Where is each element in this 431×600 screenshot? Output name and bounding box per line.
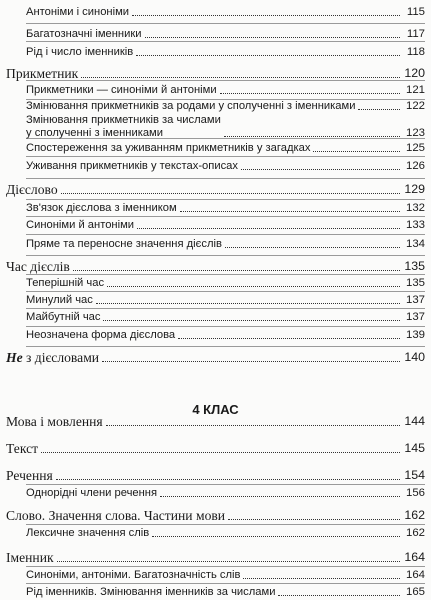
toc-subentry xyxy=(26,84,425,97)
toc-subentry xyxy=(26,527,425,540)
section-heading-grade-4: 4 КЛАС xyxy=(192,402,239,417)
toc-subentry xyxy=(26,586,425,599)
entry-title: Іменник xyxy=(6,550,54,565)
toc-subentry xyxy=(26,329,425,342)
toc-chapter-entry xyxy=(6,414,425,429)
row-divider xyxy=(26,484,425,485)
entry-title: Багатозначні іменники xyxy=(26,28,142,40)
toc-subentry xyxy=(26,311,425,324)
entry-title: Теперішній час xyxy=(26,277,105,289)
page-number: 165 xyxy=(405,586,425,598)
entry-title: Час дієслів xyxy=(6,259,70,274)
dot-leader xyxy=(228,519,400,520)
row-divider xyxy=(26,216,425,217)
dot-leader xyxy=(132,15,400,16)
page-number: 129 xyxy=(404,182,425,196)
row-divider xyxy=(26,346,425,347)
page-number: 162 xyxy=(405,527,425,539)
page-number: 135 xyxy=(404,259,425,273)
dot-leader xyxy=(152,536,400,537)
dot-leader xyxy=(243,578,400,579)
page-number: 140 xyxy=(404,350,425,364)
dot-leader xyxy=(61,193,400,194)
dot-leader xyxy=(278,595,400,596)
entry-title: Лексичне значення слів xyxy=(26,527,150,539)
dot-leader xyxy=(137,228,400,229)
toc-subentry xyxy=(26,569,425,582)
page-number: 145 xyxy=(404,441,425,455)
toc-chapter-entry xyxy=(6,259,425,274)
entry-title xyxy=(6,350,99,365)
entry-title: Текст xyxy=(6,441,39,456)
row-divider xyxy=(26,23,425,24)
toc-subentry xyxy=(26,100,425,113)
entry-title: Прикметники — синоніми й антоніми xyxy=(26,84,217,96)
toc-subentry xyxy=(26,487,425,500)
toc-subentry xyxy=(26,46,425,59)
entry-title: Синоніми, антоніми. Багатозначність слів xyxy=(26,569,241,581)
entry-title: Змінювання прикметників за родами у сполученні з іменниками xyxy=(26,100,356,112)
entry-title-prefix: Не xyxy=(6,350,23,365)
dot-leader xyxy=(358,109,400,110)
row-divider xyxy=(26,583,425,584)
row-divider xyxy=(26,255,425,256)
toc-subentry xyxy=(26,6,425,19)
entry-title: Змінювання прикметників за числами у сполученні з іменниками xyxy=(26,114,221,139)
page-number: 164 xyxy=(405,569,425,581)
toc-chapter-entry xyxy=(6,66,425,81)
entry-title: Рід і число іменників xyxy=(26,46,134,58)
dot-leader xyxy=(224,136,400,137)
dot-leader xyxy=(56,479,400,480)
dot-leader xyxy=(57,561,400,562)
entry-title: Спостереження за уживанням прикметників у загадках xyxy=(26,142,311,154)
page-number: 156 xyxy=(405,487,425,499)
toc-chapter-entry xyxy=(6,508,425,523)
toc-chapter-entry xyxy=(6,550,425,565)
page-number: 123 xyxy=(405,127,425,139)
page-number: 135 xyxy=(405,277,425,289)
dot-leader xyxy=(107,286,400,287)
dot-leader xyxy=(96,303,400,304)
entry-title: Речення xyxy=(6,468,53,483)
row-divider xyxy=(26,274,425,275)
page-number: 133 xyxy=(405,219,425,231)
toc-subentry xyxy=(26,202,425,215)
page-number: 144 xyxy=(404,414,425,428)
page-number: 120 xyxy=(404,66,425,80)
toc-subentry xyxy=(26,160,425,173)
dot-leader xyxy=(225,247,400,248)
toc-subentry xyxy=(26,219,425,232)
dot-leader xyxy=(103,320,400,321)
page-number: 115 xyxy=(406,6,425,18)
page-number: 154 xyxy=(404,468,425,482)
dot-leader xyxy=(41,452,400,453)
row-divider xyxy=(26,41,425,42)
page-number: 132 xyxy=(405,202,425,214)
dot-leader xyxy=(145,37,400,38)
entry-title: Прикметник xyxy=(6,66,79,81)
page-number: 137 xyxy=(405,294,425,306)
page-number: 164 xyxy=(404,550,425,564)
row-divider xyxy=(26,234,425,235)
page-number: 121 xyxy=(405,84,425,96)
toc-subentry xyxy=(26,238,425,251)
entry-title: Пряме та переносне значення дієслів xyxy=(26,238,222,250)
toc-chapter-entry xyxy=(6,182,425,197)
entry-title: Антоніми і синоніми xyxy=(26,6,130,18)
page-number: 162 xyxy=(404,508,425,522)
dot-leader xyxy=(220,93,400,94)
toc-subentry xyxy=(26,114,425,140)
page-number: 122 xyxy=(405,100,425,112)
page-number: 137 xyxy=(405,311,425,323)
dot-leader xyxy=(136,55,400,56)
row-divider xyxy=(26,326,425,327)
row-divider xyxy=(26,566,425,567)
page-number: 117 xyxy=(406,28,425,40)
entry-title: Майбутній час xyxy=(26,311,101,323)
toc-chapter-entry xyxy=(6,468,425,483)
toc-subentry xyxy=(26,142,425,155)
entry-title: Мова і мовлення xyxy=(6,414,103,429)
entry-title: Рід іменників. Змінювання іменників за числами xyxy=(26,586,276,598)
page-number: 126 xyxy=(405,160,425,172)
row-divider xyxy=(26,199,425,200)
dot-leader xyxy=(241,169,400,170)
row-divider xyxy=(26,178,425,179)
page-number: 118 xyxy=(406,46,425,58)
entry-title: Зв'язок дієслова з іменником xyxy=(26,202,177,214)
dot-leader xyxy=(313,151,400,152)
entry-title: Однорідні члени речення xyxy=(26,487,158,499)
entry-title: Слово. Значення слова. Частини мови xyxy=(6,508,226,523)
dot-leader xyxy=(178,338,400,339)
row-divider xyxy=(26,156,425,157)
entry-title-rest: з дієсловами xyxy=(22,350,100,365)
page-number: 125 xyxy=(405,142,425,154)
dot-leader xyxy=(180,211,400,212)
row-divider xyxy=(26,291,425,292)
dot-leader xyxy=(102,361,400,362)
page-number: 134 xyxy=(405,238,425,250)
row-divider xyxy=(26,308,425,309)
dot-leader xyxy=(160,496,400,497)
entry-title: Дієслово xyxy=(6,182,58,197)
entry-title: Неозначена форма дієслова xyxy=(26,329,176,341)
entry-title: Уживання прикметників у текстах-описах xyxy=(26,160,238,172)
dot-leader xyxy=(73,270,400,271)
dot-leader xyxy=(106,425,400,426)
toc-chapter-entry xyxy=(6,441,425,456)
toc-chapter-entry xyxy=(6,350,425,365)
toc-subentry xyxy=(26,294,425,307)
dot-leader xyxy=(81,77,400,78)
toc-subentry xyxy=(26,277,425,290)
entry-title: Синоніми й антоніми xyxy=(26,219,135,231)
entry-title: Минулий час xyxy=(26,294,93,306)
row-divider xyxy=(26,524,425,525)
toc-subentry xyxy=(26,28,425,41)
page-number: 139 xyxy=(405,329,425,341)
